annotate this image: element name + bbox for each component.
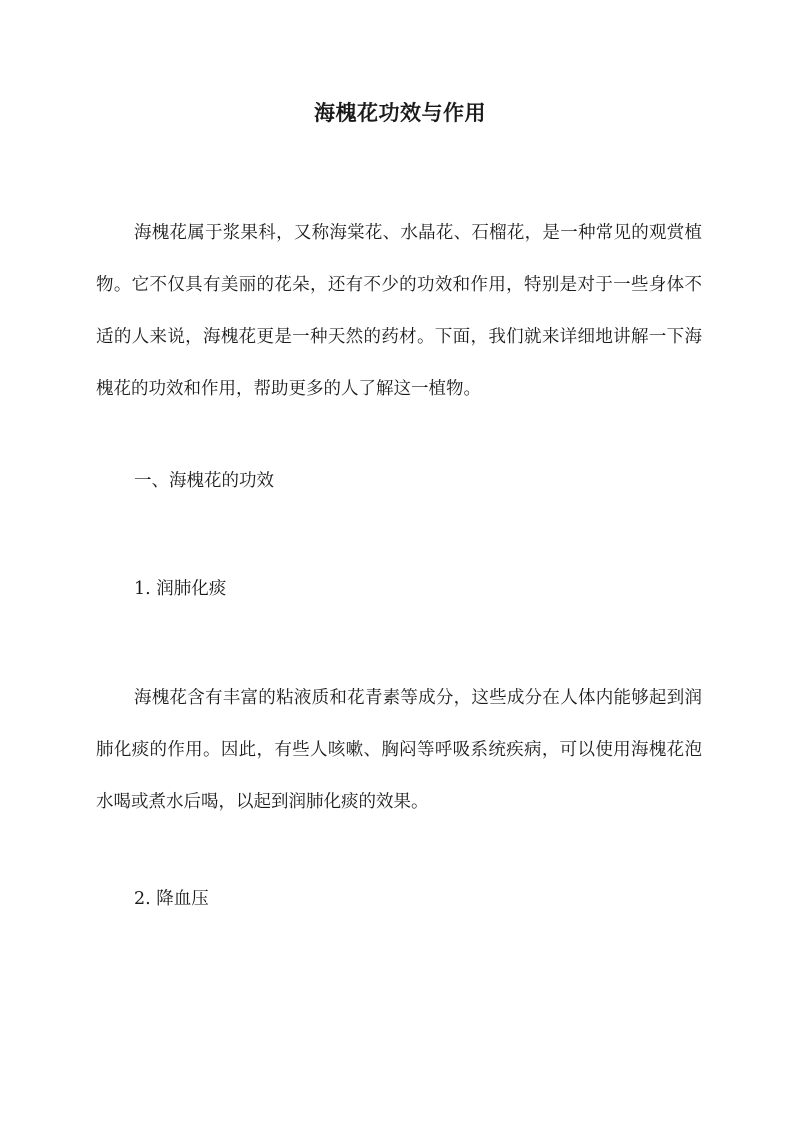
section-heading-efficacy: 一、海槐花的功效 (134, 471, 274, 491)
item-paragraph-lung: 海槐花含有丰富的粘液质和花青素等成分，这些成分在人体内能够起到润肺化痰的作用。因此，有些人咳嗽、胸闷等呼吸系统疾病，可以使用海槐花泡水喝或煮水后喝，以起到润肺化痰的效果。 (96, 688, 702, 812)
item-heading-lung: 1. 润肺化痰 (134, 579, 227, 599)
document-title: 海槐花功效与作用 (314, 100, 486, 125)
intro-paragraph: 海槐花属于浆果科，又称海棠花、水晶花、石榴花，是一种常见的观赏植物。它不仅具有美丽的花朵，还有不少的功效和作用，特别是对于一些身体不适的人来说，海槐花更是一种天然的药材。下面，我们就来详细地讲解一下海槐花的功效和作用，帮助更多的人了解这一植物。 (96, 223, 702, 399)
item-heading-blood-pressure: 2. 降血压 (134, 889, 209, 909)
